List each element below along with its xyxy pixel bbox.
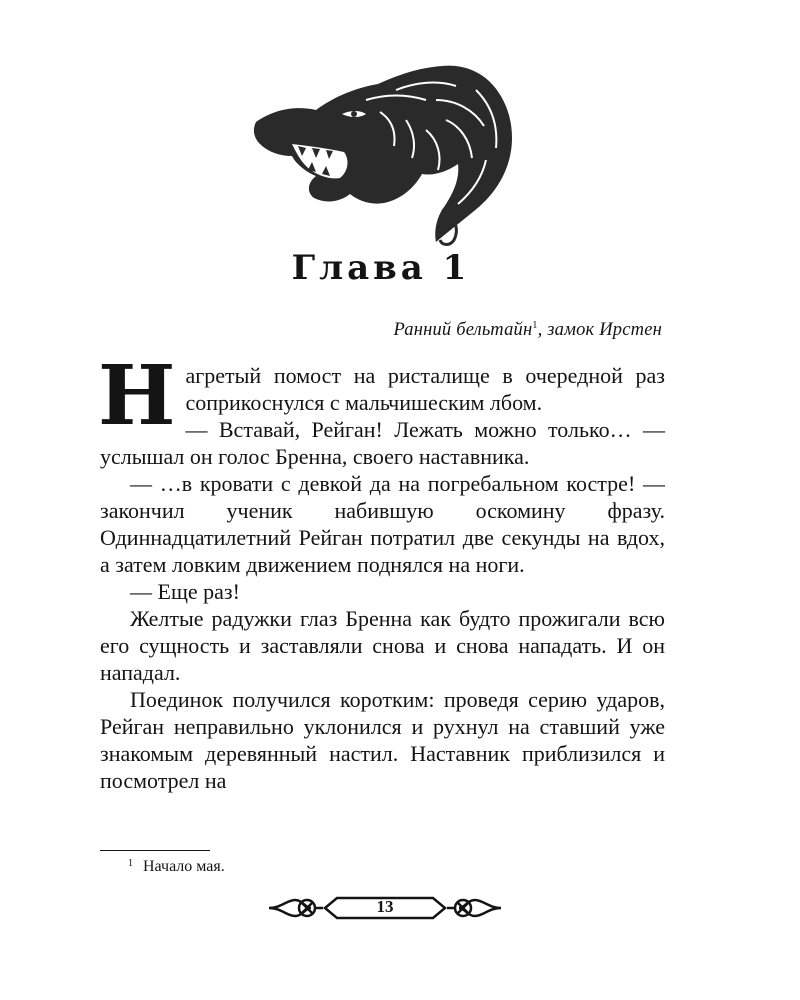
- paragraph: Поединок получился коротким: проведя серию ударов, Рейган неправильно уклонился и рухнул на ставший уже знакомым деревянный настил. Наставник приблизился и посмотрел на: [100, 687, 665, 793]
- footnote-text: Начало мая.: [143, 858, 225, 875]
- page-footer: [265, 886, 505, 930]
- drop-cap: Н: [98, 348, 176, 444]
- wolf-head-icon: [246, 60, 518, 250]
- epigraph: [393, 320, 662, 341]
- paragraph: — …в кровати с девкой да на погребальном костре! — закончил ученик набившую оскомину фразу. Одиннадцатилетний Рейган потратил две секунды на вдох, а затем ловким движением поднялся на ноги.: [100, 471, 665, 577]
- paragraph: — Вставай, Рейган! Лежать можно только… — услышал он голос Бренна, своего наставника.: [100, 417, 665, 469]
- epigraph-location: , замок Ирстен: [537, 320, 662, 340]
- chapter-title: Глава 1: [291, 248, 471, 288]
- paragraph: Желтые радужки глаз Бренна как будто прожигали всю его сущность и заставляли снова и снова нападать. И он нападал.: [100, 606, 665, 685]
- paragraph: — Еще раз!: [130, 579, 240, 604]
- footnote: [128, 858, 225, 876]
- paragraph-text: агретый помост на ристалище в очередной раз соприкоснулся с мальчишеским лбом.: [185, 363, 665, 415]
- chapter-body: [98, 348, 665, 794]
- epigraph-text: Ранний бельтайн: [393, 320, 533, 340]
- page-number: 13: [376, 897, 394, 916]
- footnote-reference[interactable]: 1: [532, 320, 538, 331]
- footnote-divider: [100, 850, 210, 851]
- footnote-mark: 1: [128, 858, 133, 869]
